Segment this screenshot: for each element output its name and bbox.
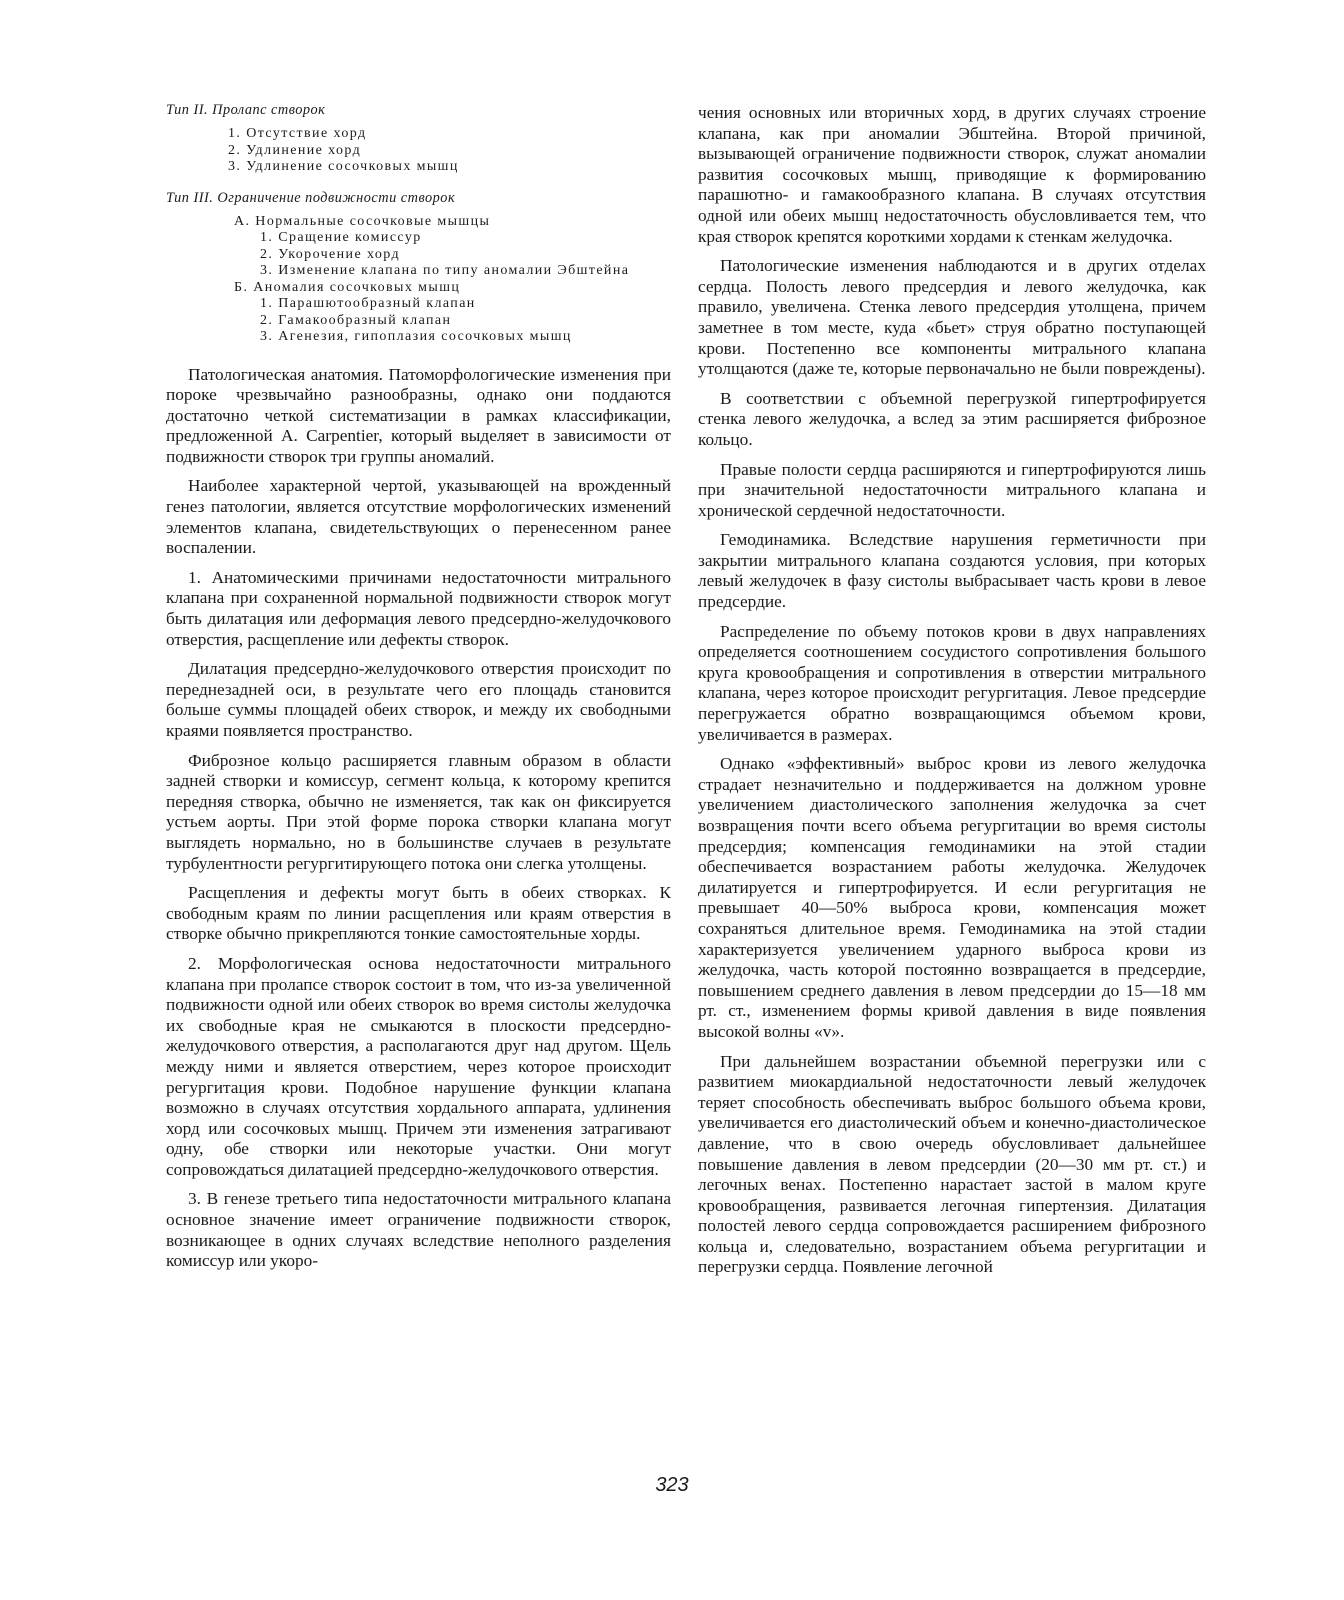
paragraph: Патологические изменения наблюдаются и в других отделах сердца. Полость левого предсердия и левого желудочка, как правило, увеличена. Стенка левого предсердия утолщена, причем заметнее в том месте, куда «бьет» струя обратно поступающей крови. Постепенно все компоненты митрального клапана утолщаются (даже те, которые первоначально не были повреждены). (698, 256, 1206, 379)
classification-type3-list (166, 214, 671, 346)
list-item: 2. Гамакообразный клапан (260, 312, 452, 328)
paragraph: Расщепления и дефекты могут быть в обеих створках. К свободным краям по линии расщепления или краям отверстия в створке обычно прикрепляются тонкие самостоятельные хорды. (166, 883, 671, 944)
paragraph: 1. Анатомическими причинами недостаточности митрального клапана при сохраненной нормальной подвижности створок могут быть дилатация или деформация левого предсердно-желудочкового отверстия, расщепление или дефекты створок. (166, 567, 671, 649)
paragraph: В соответствии с объемной перегрузкой гипертрофируется стенка левого желудочка, а вслед за этим расширяется фиброзное кольцо. (698, 388, 1206, 449)
list-item: 3. Агенезия, гипоплазия сосочковых мышц (260, 329, 572, 344)
classification-type3-heading: Тип III. Ограничение подвижности створок (166, 189, 456, 206)
list-item: 2. Удлинение хорд (228, 142, 362, 158)
paragraph: 2. Морфологическая основа недостаточности митрального клапана при пролапсе створок состоит в том, что из-за увеличенной подвижности одной или обеих створок во время систолы желудочка их свободные края не смыкаются в плоскости предсердно-желудочкового отверстия, а располагаются друг над другом. Щель между ними и является отверстием, через которое происходит регургитация крови. Подобное нарушение функции клапана возможно в случаях отсутствия хордального аппарата, удлинения хорд или сосочковых мышц. Причем эти изменения затрагивают одну, обе створки или некоторые участки. Они могут сопровождаться дилатацией предсердно-желудочкового отверстия. (166, 953, 671, 1179)
paragraph-continuation: чения основных или вторичных хорд, в других случаях строение клапана, как при аномалии Эбштейна. Второй причиной, вызывающей ограничение подвижности створок, служат аномалии развития сосочковых мышц, приводящие к формированию парашютно- и гамакообразного клапана. В случаях отсутствия одной или обеих мышц недостаточность обусловливается тем, что края створок крепятся короткими хордами к стенкам желудочка. (698, 103, 1206, 246)
list-item: 1. Сращение комиссур (260, 230, 422, 245)
paragraph: Распределение по объему потоков крови в двух направлениях определяется соотношением сосудистого сопротивления большого круга кровообращения и сопротивления в отверстии митрального клапана, через которое происходит регургитация. Левое предсердие перегружается обратно возвращающимся объемом крови, увеличивается в размерах. (698, 621, 1206, 744)
paragraph: Фиброзное кольцо расширяется главным образом в области задней створки и комиссур, сегмент кольца, к которому крепится передняя створка, обычно не изменяется, так как он фиксируется устьем аорты. При этой форме порока створки клапана могут выглядеть нормально, но в большинстве случаев в результате турбулентности регургитирующего потока они слегка утолщены. (166, 750, 671, 873)
list-item: 2. Укорочение хорд (260, 246, 400, 262)
paragraph: 3. В генезе третьего типа недостаточности митрального клапана основное значение имеет ограничение подвижности створок, возникающее в одних случаях вследствие неполного разделения комиссур или укоро- (166, 1189, 671, 1271)
paragraph: Правые полости сердца расширяются и гипертрофируются лишь при значительной недостаточности митрального клапана и хронической сердечной недостаточности. (698, 459, 1206, 520)
paragraph: Гемодинамика. Вследствие нарушения герметичности при закрытии митрального клапана создаются условия, при которых левый желудочек в фазу систолы выбрасывает часть крови в левое предсердие. (698, 530, 1206, 612)
page-number: 323 (655, 1474, 689, 1496)
paragraph: Наиболее характерной чертой, указывающей на врожденный генез патологии, является отсутствие морфологических изменений элементов клапана, свидетельствующих о перенесенном ранее воспалении. (166, 476, 671, 558)
list-item: 3. Изменение клапана по типу аномалии Эбштейна (260, 263, 630, 278)
classification-type2-list (166, 126, 671, 176)
paragraph: Дилатация предсердно-желудочкового отверстия происходит по переднезадней оси, в результате чего его площадь становится больше суммы площадей обеих створок, и между их свободными краями появляется пространство. (166, 659, 671, 740)
list-item: 3. Удлинение сосочковых мышц (228, 159, 459, 174)
right-column (698, 103, 1206, 1287)
paragraph: Однако «эффективный» выброс крови из левого желудочка страдает незначительно и поддерживается на должном уровне увеличением диастолического заполнения желудочка за счет возвращения почти всего объема регургитации во время систолы предсердия; компенсация гемодинамики на этой стадии обеспечивается возрастанием работы желудочка. Желудочек дилатируется и гипертрофируется. И если регургитация не превышает 40—50% выброса крови, компенсация может сохраняться длительное время. Гемодинамика на этой стадии характеризуется увеличением ударного выброса крови из желудочка, часть которой постоянно возвращается в предсердие, повышением среднего давления в левом предсердии до 15—18 мм рт. ст., изменением формы кривой давления в виде появления высокой волны «v». (698, 754, 1206, 1041)
left-column (166, 100, 671, 1281)
paragraph: Патологическая анатомия. Патоморфологические изменения при пороке чрезвычайно разнообразны, однако они поддаются достаточно четкой систематизации в рамках классификации, предложенной A. Carpentier, который выделяет в зависимости от подвижности створок три группы аномалий. (166, 364, 671, 466)
paragraph: При дальнейшем возрастании объемной перегрузки или с развитием миокардиальной недостаточности левый желудочек теряет способность обеспечивать выброс большого объема крови, увеличивается его диастолический объем и конечно-диастолическое давление, что в свою очередь обусловливает дальнейшее повышение давления в левом предсердии (20—30 мм рт. ст.) и легочных венах. Постепенно нарастает застой в малом круге кровообращения, развивается легочная гипертензия. Дилатация полостей левого сердца сопровождается расширением фиброзного кольца и, следовательно, возрастанием объема регургитации и перегрузки сердца. Появление легочной (698, 1051, 1206, 1277)
list-group-heading: А. Нормальные сосочковые мышцы (234, 213, 491, 229)
list-item: 1. Парашютообразный клапан (260, 296, 476, 311)
list-group-heading: Б. Аномалия сосочковых мышц (234, 279, 461, 295)
classification-type2-heading: Тип II. Пролапс створок (166, 102, 326, 118)
list-item: 1. Отсутствие хорд (228, 126, 367, 141)
